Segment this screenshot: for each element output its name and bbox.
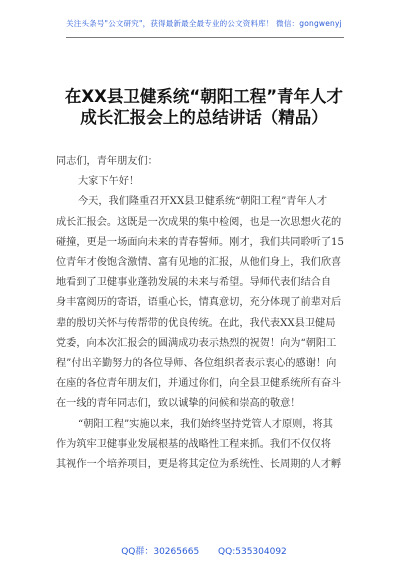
- paragraph-line: 程”付出辛勤努力的各位导师、各位组织者表示衷心的感谢！向: [56, 358, 337, 370]
- footer-qq-group: QQ群：30265665: [121, 547, 200, 557]
- paragraph-2: [56, 415, 356, 476]
- paragraph-line: 作为筑牢卫健事业发展根基的战略性工程来抓。我们不仅仅将: [56, 438, 332, 450]
- paragraph-1: [56, 192, 356, 414]
- header-promo-text: 关注头条号"公文研究"，获得最新最全最专业的公文资料库！ 微信：gongwenyj: [66, 19, 342, 28]
- paragraph-line: 成长汇报会。这既是一次成果的集中检阅，也是一次思想火花的: [56, 216, 342, 228]
- document-body: [56, 152, 356, 475]
- title-line-2: 成长汇报会上的总结讲话（精品）: [80, 108, 328, 127]
- paragraph-line: 辈的殷切关怀与传帮带的优良传统。在此，我代表XX县卫健局: [56, 317, 336, 329]
- greeting: 大家下午好！: [78, 176, 140, 188]
- paragraph-line: 位青年才俊饱含激情、富有见地的汇报，从他们身上，我们欣喜: [56, 257, 342, 269]
- paragraph-line: 其视作一个培养项目，更是将其定位为系统性、长周期的人才孵: [56, 459, 342, 471]
- paragraph-line: 碰撞，更是一场面向未来的青春誓师。刚才，我们共同聆听了15: [56, 236, 345, 248]
- header-promo: [0, 18, 408, 29]
- paragraph-line: 地看到了卫健事业蓬勃发展的未来与希望。导师代表们结合自: [56, 277, 332, 289]
- footer-qq: QQ:535304092: [218, 547, 287, 557]
- paragraph-line: “朝阳工程”实施以来，我们始终坚持党管人才原则，将其: [78, 418, 333, 430]
- paragraph-line: 党委，向本次汇报会的圆满成功表示热烈的祝贺！向为“朝阳工: [56, 337, 337, 349]
- title-line-1: 在XX县卫健系统“朝阳工程”青年人才: [64, 87, 344, 106]
- paragraph-line: 在座的各位青年朋友们，并通过你们，向全县卫健系统所有奋斗: [56, 378, 342, 390]
- header-divider: [66, 37, 344, 38]
- footer-contact: [0, 544, 408, 557]
- salutation: 同志们，青年朋友们：: [56, 156, 158, 167]
- paragraph-line: 身丰富阅历的寄语，语重心长，情真意切，充分体现了前辈对后: [56, 297, 342, 309]
- paragraph-line: 在一线的青年同志们，致以诚挚的问候和崇高的敬意！: [56, 398, 301, 410]
- document-title: [40, 86, 368, 128]
- paragraph-line: 今天，我们隆重召开XX县卫健系统“朝阳工程”青年人才: [78, 196, 328, 208]
